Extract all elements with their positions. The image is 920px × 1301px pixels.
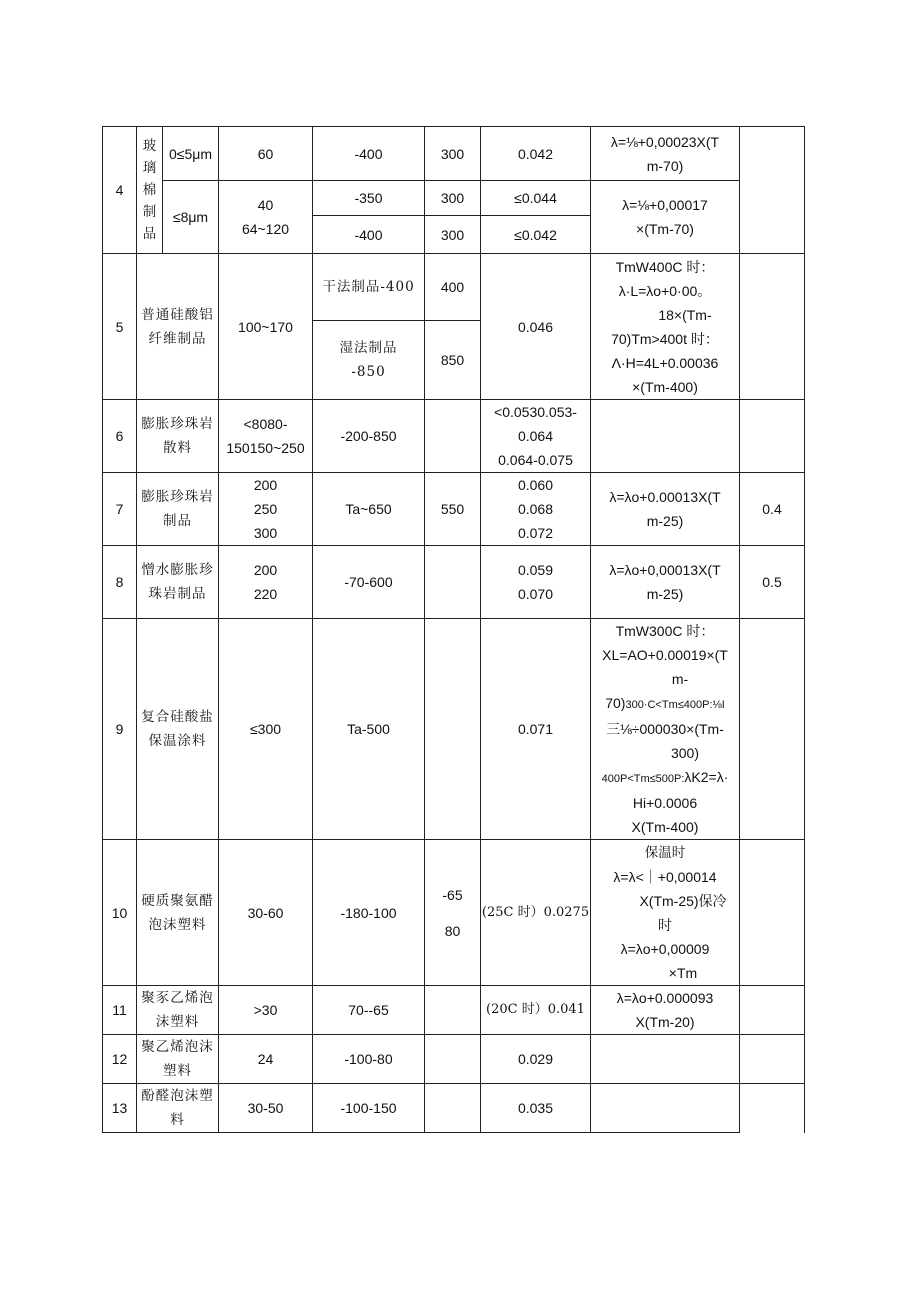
density: 24 <box>219 1035 313 1084</box>
fiber-spec: ≤8μm <box>163 181 219 254</box>
conductivity-formula: TmW300C 时： XL=AO+0.00019×(T m- 70)300·C<Tm≤400P:⅛I 三⅛÷000030×(Tm- 300) 400P<Tm≤500P:λK2=λ· Hi+0.0006 X(Tm-400) <box>591 619 740 840</box>
extra-cell <box>740 619 805 840</box>
material-name: 硬质聚氨醋 泡沫塑料 <box>137 840 219 986</box>
material-name: 聚乙烯泡沫 塑料 <box>137 1035 219 1084</box>
row-number: 10 <box>103 840 137 986</box>
extra-cell <box>740 840 805 986</box>
temperature-range: -180-100 <box>313 840 425 986</box>
max-temperature <box>425 400 481 473</box>
material-name: 玻 璃 棉 制 品 <box>137 127 163 254</box>
max-temperature <box>425 546 481 619</box>
density: 30-50 <box>219 1084 313 1133</box>
density: >30 <box>219 986 313 1035</box>
max-temperature: 300 <box>425 127 481 181</box>
row-number: 11 <box>103 986 137 1035</box>
table-row <box>103 127 805 181</box>
table-row <box>103 1084 805 1133</box>
insulation-materials-table <box>102 126 805 1133</box>
conductivity-formula <box>591 1035 740 1084</box>
material-name: 憎水膨胀珍 珠岩制品 <box>137 546 219 619</box>
extra-cell <box>740 254 805 400</box>
conductivity-formula: λ=λo+0,00013X(T m-25) <box>591 546 740 619</box>
temperature-range: -400 <box>313 216 425 254</box>
material-name: 聚豕乙烯泡 沫塑料 <box>137 986 219 1035</box>
row-number: 13 <box>103 1084 137 1133</box>
extra-cell <box>740 986 805 1035</box>
material-name: 普通硅酸铝 纤维制品 <box>137 254 219 400</box>
material-name: 膨胀珍珠岩 散料 <box>137 400 219 473</box>
temperature-range: -100-80 <box>313 1035 425 1084</box>
conductivity: 0.060 0.068 0.072 <box>481 473 591 546</box>
max-temperature <box>425 1035 481 1084</box>
density: 60 <box>219 127 313 181</box>
table-row <box>103 1035 805 1084</box>
density: 200 250 300 <box>219 473 313 546</box>
table-row <box>103 986 805 1035</box>
row-number: 9 <box>103 619 137 840</box>
material-name: 酚醛泡沫塑 料 <box>137 1084 219 1133</box>
max-temperature: 300 <box>425 216 481 254</box>
table-row <box>103 546 805 619</box>
density: 200 220 <box>219 546 313 619</box>
max-temperature: 400 <box>425 254 481 321</box>
table-row <box>103 473 805 546</box>
temperature-range: 湿法制品 -850 <box>313 321 425 400</box>
temperature-range: 干法制品-400 <box>313 254 425 321</box>
conductivity: (25C 时）0.0275 <box>481 840 591 986</box>
row-number: 6 <box>103 400 137 473</box>
conductivity-formula <box>591 1084 740 1133</box>
temperature-range: -100-150 <box>313 1084 425 1133</box>
row-number: 8 <box>103 546 137 619</box>
extra-cell <box>740 1084 805 1133</box>
conductivity-formula: λ=⅛+0,00017 ×(Tm-70) <box>591 181 740 254</box>
conductivity: <0.0530.053- 0.064 0.064-0.075 <box>481 400 591 473</box>
max-temperature: 550 <box>425 473 481 546</box>
extra-cell <box>740 1035 805 1084</box>
conductivity-formula: TmW400C 时： λ·L=λo+0·00。 18×(Tm- 70)Tm>400t 时： Λ·H=4L+0.00036 ×(Tm-400) <box>591 254 740 400</box>
conductivity: 0.029 <box>481 1035 591 1084</box>
row-number: 5 <box>103 254 137 400</box>
extra-cell <box>740 400 805 473</box>
fiber-spec: 0≤5μm <box>163 127 219 181</box>
table-row <box>103 254 805 321</box>
temperature-range: -350 <box>313 181 425 216</box>
conductivity-formula: λ=λo+0.000093 X(Tm-20) <box>591 986 740 1035</box>
conductivity: 0.042 <box>481 127 591 181</box>
row-number: 12 <box>103 1035 137 1084</box>
max-temperature <box>425 986 481 1035</box>
conductivity: 0.035 <box>481 1084 591 1133</box>
conductivity-formula: λ=λo+0.00013X(T m-25) <box>591 473 740 546</box>
max-temperature <box>425 619 481 840</box>
temperature-range: Ta-500 <box>313 619 425 840</box>
temperature-range: Ta~650 <box>313 473 425 546</box>
temperature-range: -400 <box>313 127 425 181</box>
conductivity-formula <box>591 400 740 473</box>
table-row <box>103 181 805 216</box>
conductivity-formula: λ=⅛+0,00023X(T m-70) <box>591 127 740 181</box>
table-row <box>103 840 805 986</box>
density: 40 64~120 <box>219 181 313 254</box>
table-row <box>103 400 805 473</box>
conductivity: ≤0.042 <box>481 216 591 254</box>
conductivity: 0.071 <box>481 619 591 840</box>
row-number: 7 <box>103 473 137 546</box>
material-name: 膨胀珍珠岩 制品 <box>137 473 219 546</box>
extra-cell <box>740 127 805 254</box>
max-temperature: 850 <box>425 321 481 400</box>
material-name: 复合硅酸盐 保温涂料 <box>137 619 219 840</box>
max-temperature: 300 <box>425 181 481 216</box>
conductivity: (20C 时）0.041 <box>481 986 591 1035</box>
density: <8080- 150150~250 <box>219 400 313 473</box>
density: ≤300 <box>219 619 313 840</box>
conductivity-formula: 保温时 λ=λ<｜+0,00014 X(Tm-25)保冷 时 λ=λo+0,00009 ×Tm <box>591 840 740 986</box>
temperature-range: 70--65 <box>313 986 425 1035</box>
extra-cell: 0.4 <box>740 473 805 546</box>
conductivity: ≤0.044 <box>481 181 591 216</box>
conductivity: 0.059 0.070 <box>481 546 591 619</box>
conductivity: 0.046 <box>481 254 591 400</box>
temperature-range: -70-600 <box>313 546 425 619</box>
max-temperature <box>425 1084 481 1133</box>
density: 30-60 <box>219 840 313 986</box>
max-temperature: -65 80 <box>425 840 481 986</box>
density: 100~170 <box>219 254 313 400</box>
temperature-range: -200-850 <box>313 400 425 473</box>
table-row <box>103 619 805 840</box>
extra-cell: 0.5 <box>740 546 805 619</box>
row-number: 4 <box>103 127 137 254</box>
